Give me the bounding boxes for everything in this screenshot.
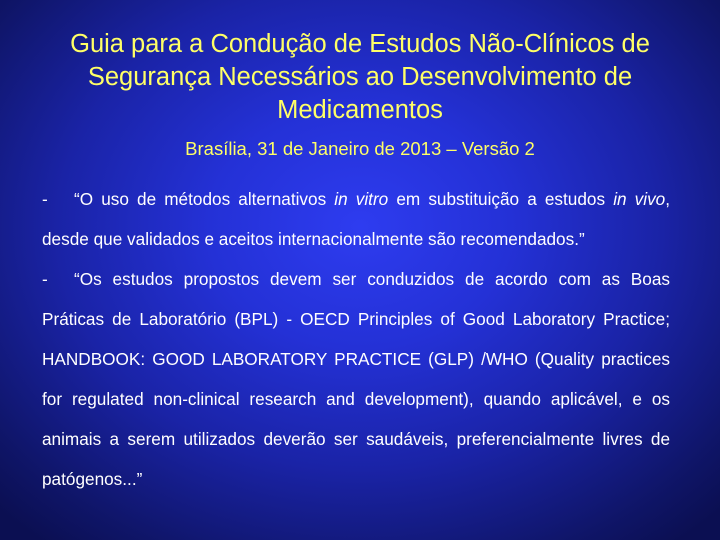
quote1-text-a: “O uso de métodos alternativos	[74, 189, 335, 209]
slide-title	[30, 28, 690, 127]
bullet-dash: -	[42, 269, 48, 289]
quote2-text: “Os estudos propostos devem ser conduzidos de acordo com as Boas Práticas de Laboratório (BPL) - OECD Principles of Good Laboratory Practice; HANDBOOK: GOOD LABORATORY PRACTICE (GLP) /WHO (Quality practices for regulated non-clinical research and development), quando aplicável, e os animais a serem utilizados deverão ser saudáveis, preferencialmente livres de patógenos...”	[42, 269, 670, 489]
title-line-3: Medicamentos	[277, 96, 443, 124]
quote-paragraph-2	[42, 259, 670, 499]
quote1-text-c: , desde que validados e aceitos internacionalmente são recomendados.”	[42, 189, 671, 249]
quote-paragraph-1	[42, 179, 670, 259]
bullet-dash: -	[42, 189, 48, 209]
quote1-italic-in-vivo: in vivo	[613, 189, 666, 209]
title-line-2: Segurança Necessários ao Desenvolvimento de	[87, 63, 633, 91]
slide-subtitle: Brasília, 31 de Janeiro de 2013 – Versão 2	[185, 138, 535, 159]
quote1-text-b: em substituição a estudos	[388, 189, 614, 209]
quote1-italic-in-vitro: in vitro	[334, 189, 389, 209]
slide-body	[42, 179, 670, 499]
title-line-1: Guia para a Condução de Estudos Não-Clínicos de	[70, 30, 650, 58]
